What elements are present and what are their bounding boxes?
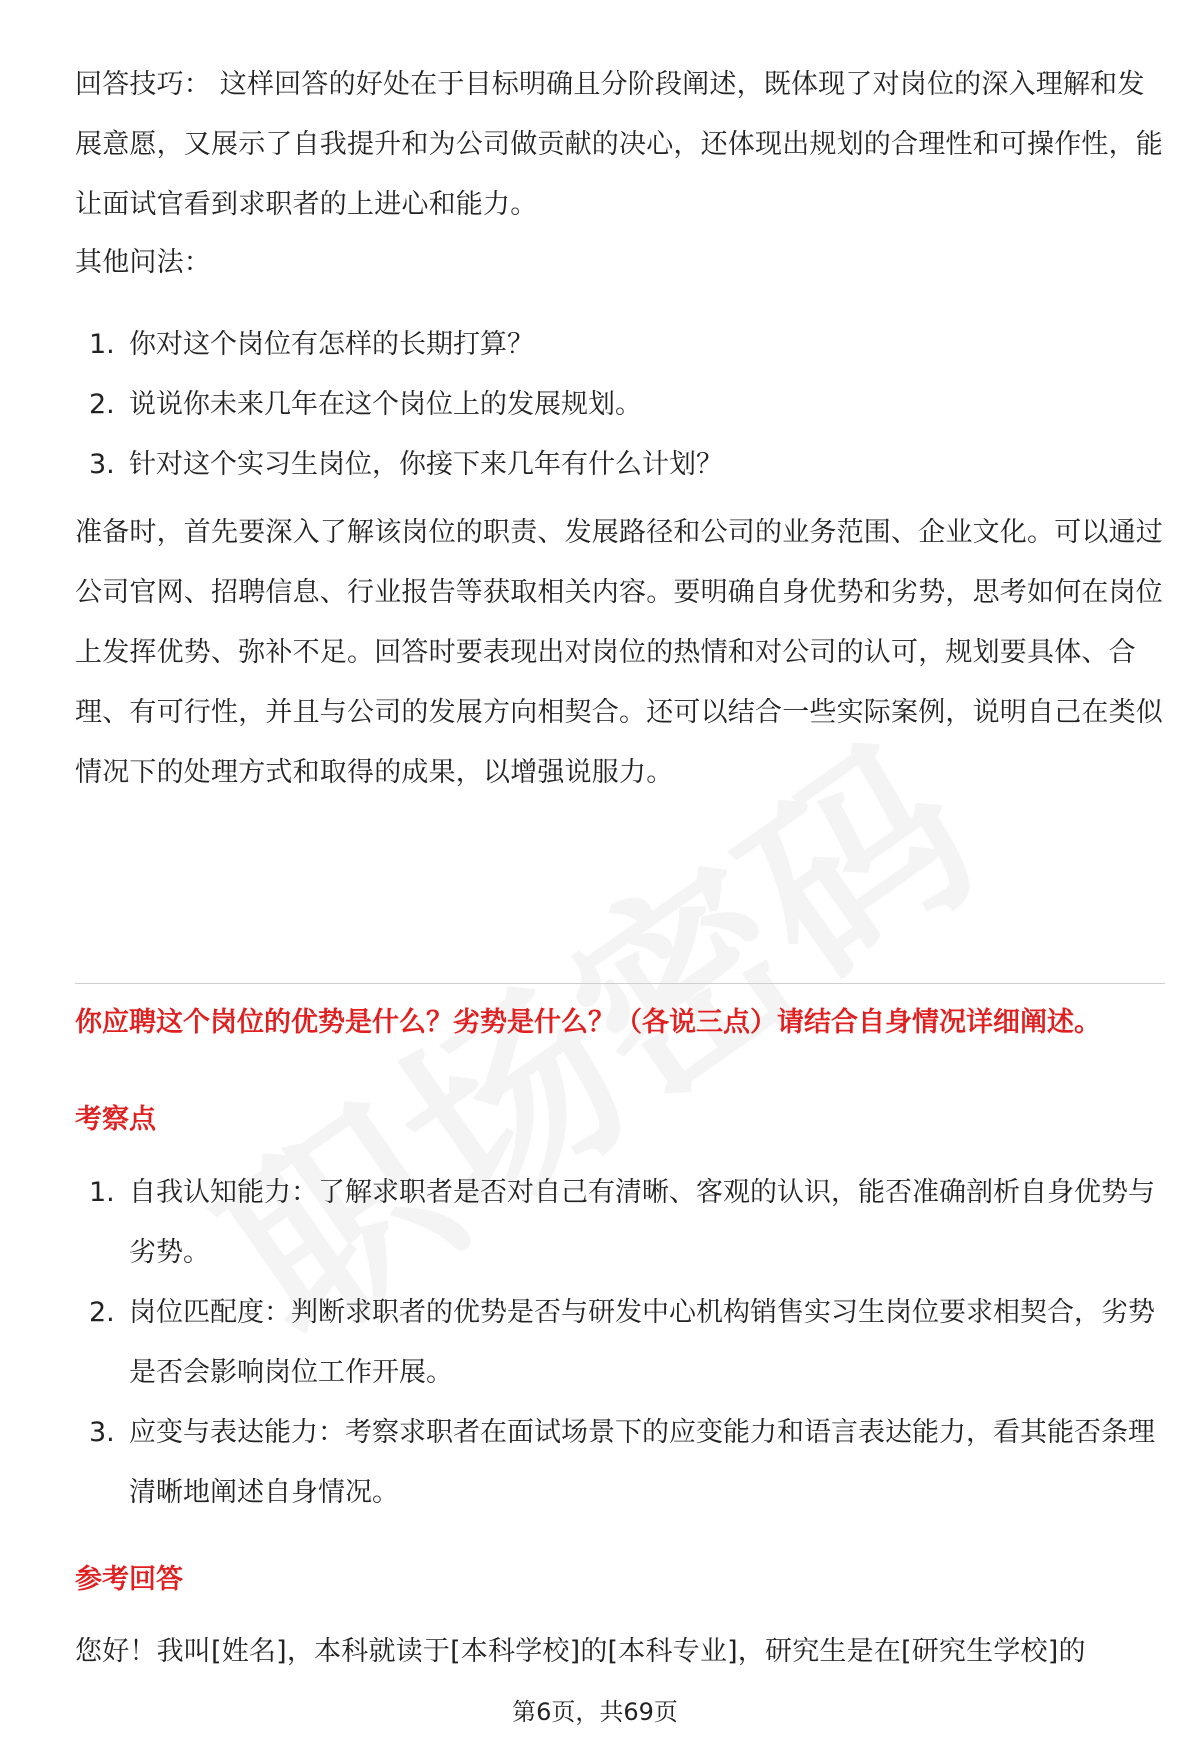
list-item: 2. 说说你未来几年在这个岗位上的发展规划。	[89, 389, 642, 420]
list-item: 3. 应变与表达能力：考察求职者在面试场景下的应变能力和语言表达能力，看其能否条理清晰地阐述自身情况。	[89, 1417, 1155, 1508]
page-number: 第6页，共69页	[512, 1698, 678, 1726]
reference-answer-heading: 参考回答	[75, 1564, 183, 1595]
other-questions-label: 其他问法：	[75, 247, 211, 278]
list-item: 3. 针对这个实习生岗位，你接下来几年有什么计划？	[89, 449, 723, 480]
list-item: 1. 自我认知能力：了解求职者是否对自己有清晰、客观的认识，能否准确剖析自身优势与劣势。	[89, 1177, 1155, 1268]
answer-tips-paragraph: 回答技巧： 这样回答的好处在于目标明确且分阶段阐述，既体现了对岗位的深入理解和发展意愿，又展示了自我提升和为公司做贡献的决心，还体现出规划的合理性和可操作性，能让面试官看到求职者的上进心和能力。	[75, 69, 1163, 220]
preparation-paragraph: 准备时，首先要深入了解该岗位的职责、发展路径和公司的业务范围、企业文化。可以通过公司官网、招聘信息、行业报告等获取相关内容。要明确自身优势和劣势，思考如何在岗位上发挥优势、弥补不足。回答时要表现出对岗位的热情和对公司的认可，规划要具体、合理、有可行性，并且与公司的发展方向相契合。还可以结合一些实际案例，说明自己在类似情况下的处理方式和取得的成果，以增强说服力。	[75, 517, 1163, 788]
list-item: 2. 岗位匹配度：判断求职者的优势是否与研发中心机构销售实习生岗位要求相契合，劣势是否会影响岗位工作开展。	[89, 1297, 1155, 1388]
question-title: 你应聘这个岗位的优势是什么？劣势是什么？（各说三点）请结合自身情况详细阐述。	[75, 1007, 1101, 1038]
reference-answer-text: 您好！我叫[姓名]，本科就读于[本科学校]的[本科专业]，研究生是在[研究生学校]的	[75, 1636, 1086, 1667]
assessment-heading: 考察点	[75, 1104, 156, 1135]
assessment-list	[75, 1163, 1165, 1523]
section-divider	[75, 983, 1165, 984]
list-item: 1. 你对这个岗位有怎样的长期打算？	[89, 329, 534, 360]
other-questions-list	[75, 315, 1165, 495]
